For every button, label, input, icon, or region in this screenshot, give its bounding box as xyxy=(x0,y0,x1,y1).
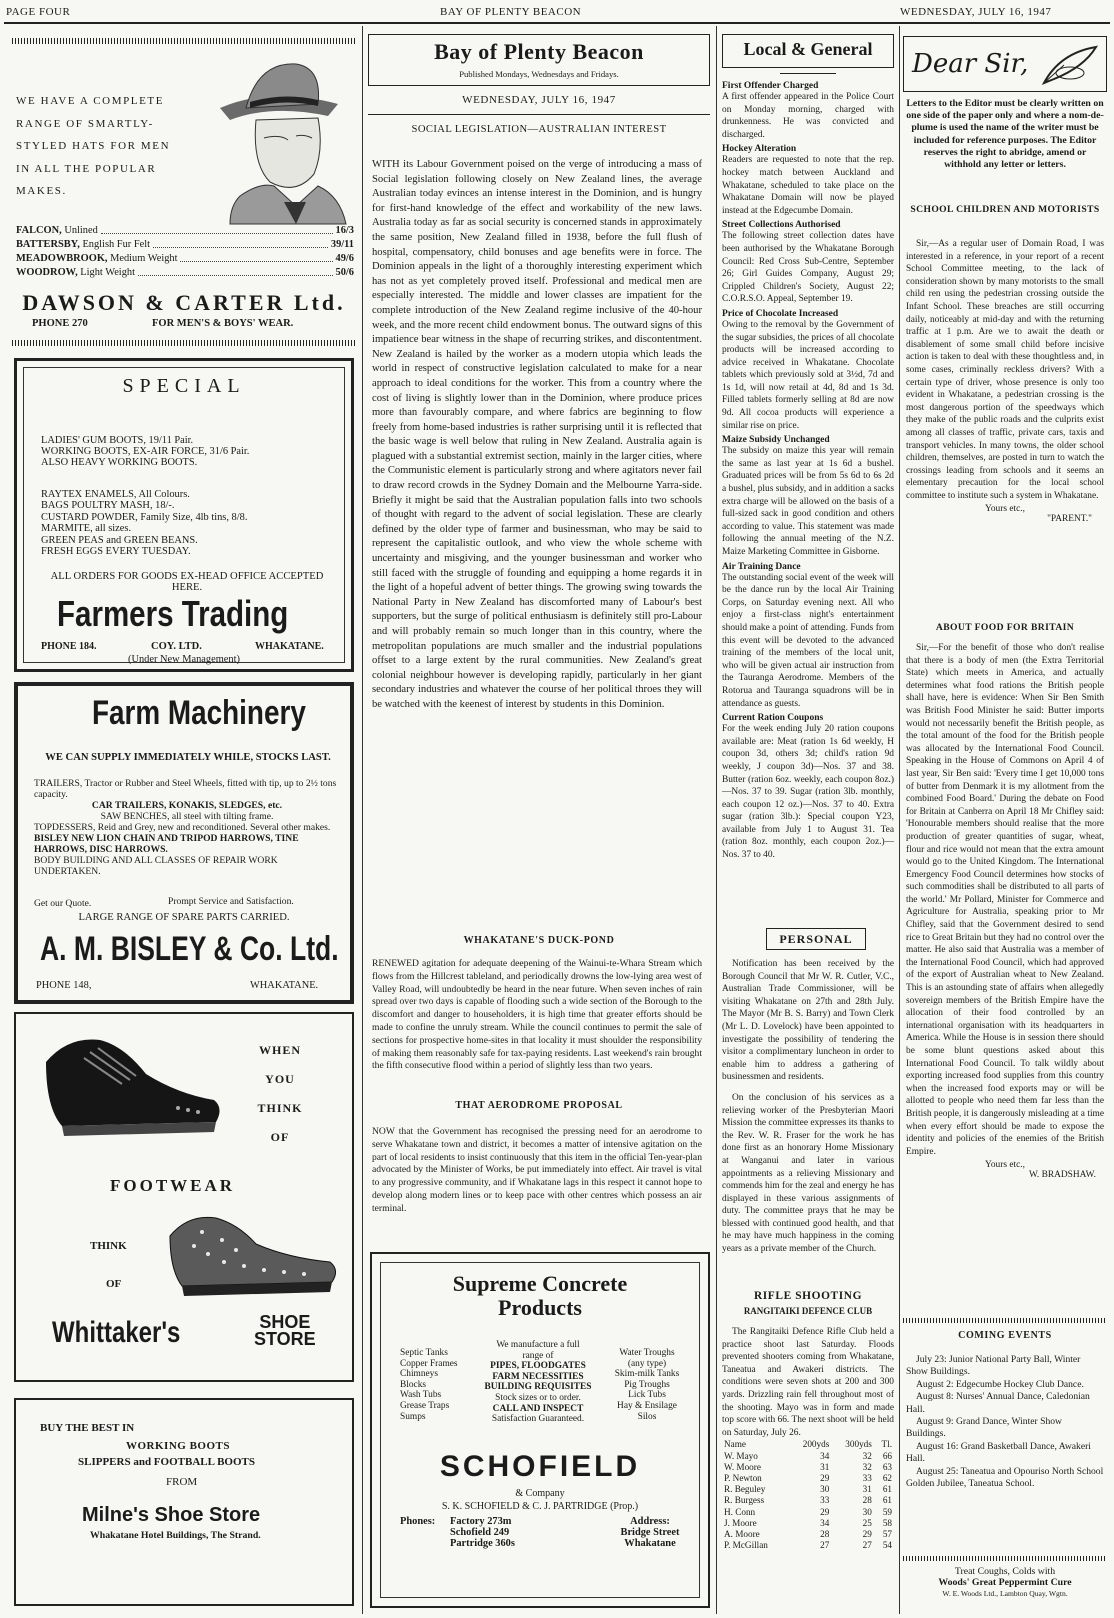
column-header: 300yds xyxy=(845,1439,872,1450)
table-row: R. Burgess 33 28 61 xyxy=(724,1495,892,1506)
event-item: August 8: Nurses' Annual Dance, Caledonian Hall. xyxy=(906,1391,1090,1415)
table-header-row xyxy=(722,1439,894,1450)
machinery-item: TOPDESSERS, Reid and Grey, new and reconditioned. Several other makes. xyxy=(34,822,331,833)
store-word: STORE xyxy=(254,1329,316,1349)
hat-price: 39/11 xyxy=(330,239,354,250)
column-rule xyxy=(899,26,900,1614)
aerodrome-headline: THAT AERODROME PROPOSAL xyxy=(455,1100,623,1111)
letter-headline: ABOUT FOOD FOR BRITAIN xyxy=(935,622,1075,633)
ad-line: PIPES, FLOODGATES xyxy=(490,1361,586,1372)
item-head: Street Collections Authorised xyxy=(722,220,841,231)
events-title: COMING EVENTS xyxy=(958,1330,1052,1341)
orders-note: ALL ORDERS FOR GOODS EX-HEAD OFFICE ACCEPTED HERE. xyxy=(50,571,324,593)
personal-paragraph: Notification has been received by the Borough Council that Mr W. R. Cutler, V.C., Australian Trade Commissioner, will be visiting Whakatane on 27th and 28th July. The Mayor (Mr B. S. Barry) and Town Clerk (Mr L. D. Lovelock) have been appointed to investigate the possibility of tendering the visitor a complimentary luncheon in order to enable him to address a gathering of businessmen and residents. xyxy=(722,959,894,1083)
hat-desc: Unlined xyxy=(64,225,98,236)
hatch-border xyxy=(903,1318,1107,1323)
town: WHAKATANE. xyxy=(255,641,324,652)
machinery-item: BODY BUILDING AND ALL CLASSES OF REPAIR WORK UNDERTAKEN. xyxy=(34,855,278,877)
address-label: Address: xyxy=(630,1516,670,1527)
ad-line: Woods' Great Peppermint Cure xyxy=(938,1577,1072,1588)
event-item: August 2: Edgecumbe Hockey Club Dance. xyxy=(916,1378,1084,1390)
bisley-ad xyxy=(14,682,354,1004)
ad-line: BUILDING REQUISITES xyxy=(484,1382,592,1393)
editorial-date: WEDNESDAY, JULY 16, 1947 xyxy=(462,94,616,106)
management: (Under New Management) xyxy=(128,654,240,665)
letters-notice: Letters to the Editor must be clearly written on one side of the paper only and where a nom-de-plume is used the name of the writer must be included for reference purposes. The Editor reserves the right to abridge, amend or withhold any letter or letters. xyxy=(906,98,1104,171)
ad-line: STYLED HATS FOR MEN xyxy=(16,140,171,152)
farmers-trading-ad xyxy=(14,358,354,672)
item-body: The following street collection dates have been authorised by the Whakatane Borough Council: Red Cross Sub-Centre, September 26; Girl Guides Company, August 29; Crippled Children's Society, August 22; C.O.R.S.O. Appeal, September 19. xyxy=(722,231,894,305)
event-item: July 23: Junior National Party Ball, Winter Show Buildings. xyxy=(906,1354,1081,1378)
ad-line: WORKING BOOTS xyxy=(126,1440,230,1452)
phones-label: Phones: xyxy=(400,1516,436,1527)
product: Grease Traps xyxy=(400,1400,450,1411)
company: & Company xyxy=(515,1488,565,1499)
table-row: W. Mayo 34 32 66 xyxy=(724,1450,892,1461)
issue-date: WEDNESDAY, JULY 16, 1947 xyxy=(900,6,1052,18)
item-head: Air Training Dance xyxy=(722,561,801,572)
ad-line: ALSO HEAVY WORKING BOOTS. xyxy=(41,457,198,468)
address-line: Whakatane xyxy=(624,1538,676,1550)
item-body: The outstanding social event of the week will be the dance run by the local Air Training Corps, on Saturday evening next. All who enjoy a first-class night's entertainment should make a point of attending. Funds from this event will be devoted to the advanced training of the members of the local unit, who will be given actual air instruction from the Tauranga Aerodrome. Members of the Rotorua and Tauranga squadrons will be in attendance as guests. xyxy=(722,572,894,709)
hatch-border xyxy=(12,340,356,346)
item-head: Current Ration Coupons xyxy=(722,713,824,724)
machinery-item: CAR TRAILERS, KONAKIS, SLEDGES, etc. xyxy=(91,800,283,811)
section-title: Local & General xyxy=(743,39,873,59)
ad-line: BUY THE BEST IN xyxy=(40,1422,135,1434)
ad-line: GREEN PEAS and GREEN BEANS. xyxy=(41,534,198,546)
machinery-item: TRAILERS, Tractor or Rubber and Steel Wheels, fitted with tip, up to 2½ tons capacity. xyxy=(34,778,337,800)
coy: COY. LTD. xyxy=(151,641,202,652)
ad-line: BAGS POULTRY MASH, 18/-. xyxy=(41,500,175,512)
ad-word: OF xyxy=(270,1130,290,1144)
machinery-item: SAW BENCHES, all steel with tilting frame. xyxy=(100,811,274,822)
firm-name: DAWSON & CARTER Ltd. xyxy=(22,290,346,315)
duckpond-headline: WHAKATANE'S DUCK-POND xyxy=(463,935,615,946)
letter-body: Sir,—As a regular user of Domain Road, I was interested in a reference, in your report of a recent School Committee meeting, to the lack of consideration shown by many motorists to the small child ren using the pedestrian crossing outside the Infant School. These breaches are still occurring daily, noticeably at mid-day and with the returning traffic at 1 p.m. Are we to await the death or disablement of some small child before incisive action is taken to deal with these thoughtless and, in some cases, criminally reckless drivers? With a certain type of driver, whose presence is only too evident in Whakatane, a pedestrian crossing is the most dangerous portion of the speedways which they make of the public roads and the culprits exist among all classes of traffic, private cars, taxis and transport vehicles. In many towns, the older school children, themselves, are posted in turn to watch the crossings leading from schools and it seems an elementary precaution for the local school committee to institute such a system in Whakatane. xyxy=(906,239,1104,501)
rifle-subtitle: RANGITAIKI DEFENCE CLUB xyxy=(743,1306,873,1316)
letter-food-britain xyxy=(906,642,1104,1300)
town: WHAKATANE. xyxy=(250,980,319,991)
machinery-item: BISLEY NEW LION CHAIN AND TRIPOD HARROWS, TINE HARROWS, DISC HARROWS. xyxy=(34,833,299,855)
column-rule xyxy=(716,26,717,1614)
ad-line: FROM xyxy=(166,1476,198,1488)
ornament-rule xyxy=(780,73,836,74)
hat-desc: Medium Weight xyxy=(110,253,178,264)
phone-number: Schofield 249 xyxy=(450,1527,510,1539)
product: Copper Frames xyxy=(400,1358,458,1369)
product: Wash Tubs xyxy=(400,1390,442,1401)
section-title: PERSONAL xyxy=(779,932,853,946)
ad-title: Supreme Concrete xyxy=(452,1271,628,1296)
letter-body: Sir,—For the benefit of those who don't realise that there is a body of men (the Extra Territorial State) which meets in America, and actually determines what food rations the British people shall have, here is evidence: When Sir Ben Smith was British Food Minister he said: Butter imports would not necessarily benefit the British people, as the total amount of the food for the British people was allocated by the International Food Council. Speaking in the House of Commons on April 4 of last year, Sir Ben said: 'Every time I get 10,000 tons of butter from Denmark it is my allotment from the combined Food Board.' During the debate on Food for Britain at Canberra on April 18 Mr Chifley said: 'Honourable members should realise that the more production of greater quantities of sugar, wheat, flour and rice would not mean that the extra amount would go to the United Kingdom. The International Emergency Food Council determines how stocks of such commodities shall be distributed to all parts of the world.' Mr Pollard, Minister for Commerce and Agriculture for Australia, speaking prior to Mr Chifley, said that the Government desired to send rice to Great Britain but they had no control over the matter. He also said that Australia was a member of the International Food Council, which had approved of the export of Australian wheat to New Zealand. This is an astounding state of affairs when allegedly sovereign members of the British Empire have the allocation of their food controlled by an international organisation with its headquarters in America. While the House is in session there should be some blunt questions asked about this International Food Council. To talk wildly about exporting increased food supplies from this country when the increased food exports may or will be allotted to people who need them far less than the British people, it is dangerously misleading at a time when every effort should be made to expose the identity and policies of the enemies of the British Empire. xyxy=(906,643,1104,1157)
column-rule xyxy=(362,26,363,1614)
phone: PHONE 148, xyxy=(36,980,92,991)
schofield-ad xyxy=(370,1252,710,1608)
product: Skim-milk Tanks xyxy=(614,1369,680,1380)
dear-sir-banner xyxy=(903,36,1107,92)
masthead-title: Bay of Plenty Beacon xyxy=(434,39,644,64)
address-line: Bridge Street xyxy=(620,1527,680,1539)
ad-line: WE HAVE A COMPLETE xyxy=(16,95,165,107)
publication-days: Published Mondays, Wednesdays and Fridays. xyxy=(459,69,619,79)
product: Lick Tubs xyxy=(628,1390,666,1401)
ad-word: THINK xyxy=(90,1240,127,1252)
hat-desc: Light Weight xyxy=(80,267,135,278)
bisley-name: A. M. BISLEY & Co. Ltd. xyxy=(40,930,339,968)
ad-line: IN ALL THE POPULAR xyxy=(16,162,157,175)
milne-ad xyxy=(14,1398,354,1606)
ad-line: Stock sizes or to order. xyxy=(495,1392,581,1403)
shoe-illustration xyxy=(164,1206,340,1298)
ad-word: WHEN xyxy=(258,1043,301,1057)
ad-word: OF xyxy=(106,1278,122,1290)
aerodrome-body: NOW that the Government has recognised the pressing need for an aerodrome to serve Whakatane town and district, it becomes a matter of intensive agitation on the part of local residents to insist continuously that this item in the official Ten-year-plan advocated by the Minister of Works, be put immediately into effect. Air travel is vital to any progressive community, and if Whakatane lags in this respect it cannot hope to develop along modern lines or to keep pace with other centres which possess an air terminal. xyxy=(372,1126,702,1214)
footwear-heading: FOOTWEAR xyxy=(110,1176,236,1195)
column-header: Name xyxy=(724,1439,746,1450)
hatch-border xyxy=(903,1556,1107,1561)
table-row: J. Moore 34 25 58 xyxy=(724,1517,892,1528)
product: (any type) xyxy=(627,1358,667,1369)
quote: Get our Quote. xyxy=(34,898,92,909)
product: Silos xyxy=(637,1411,657,1422)
table-row: R. Beguley 30 31 61 xyxy=(724,1484,892,1495)
ad-line: RAYTEX ENAMELS, All Colours. xyxy=(41,489,190,500)
rifle-results-table xyxy=(722,1439,894,1551)
product: Hay & Ensilage xyxy=(617,1400,677,1411)
ad-title: Farm Machinery xyxy=(92,694,306,732)
hat-name: WOODROW, xyxy=(16,267,78,278)
letter-signature: W. BRADSHAW. xyxy=(1028,1170,1096,1181)
hat-desc: English Fur Felt xyxy=(82,239,150,250)
rifle-body: The Rangitaiki Defence Rifle Club held a practice shoot last Saturday. Floods prevented shooters coming from Whakatane, Taneatua and Awakeri districts. The conditions were seven shots at 200 and 300 yards. Drizzling rain fell throughout most of the shooting. Mayo was in form and made top score with 66. The next shoot will be held on Saturday, July 26. xyxy=(722,1327,894,1438)
milne-name: Milne's Shoe Store xyxy=(82,1504,261,1526)
hat-price: 50/6 xyxy=(335,267,354,278)
phone-number: Partridge 360s xyxy=(450,1538,515,1550)
ad-line: RANGE OF SMARTLY- xyxy=(16,117,154,130)
event-item: August 25: Taneatua and Opouriso North School Golden Jubilee, Taneatua School. xyxy=(906,1465,1104,1490)
schofield-name: SCHOFIELD xyxy=(439,1450,641,1483)
letter-signoff: Yours etc., xyxy=(985,504,1025,515)
letter-signature: "PARENT." xyxy=(1047,514,1092,525)
events-list xyxy=(906,1354,1104,1534)
local-general-banner xyxy=(722,34,894,68)
hatch-border xyxy=(12,38,356,44)
header-rule xyxy=(4,22,1110,24)
tagline: FOR MEN'S & BOYS' WEAR. xyxy=(152,318,294,329)
rifle-title: RIFLE SHOOTING xyxy=(753,1290,863,1302)
phone: PHONE 184. xyxy=(41,641,97,652)
rule xyxy=(368,114,710,115)
ad-line: MARMITE, all sizes. xyxy=(41,523,132,535)
masthead xyxy=(368,34,710,86)
duckpond-body: RENEWED agitation for adequate deepening of the Wainui-te-Whara Stream which flows from the Hillcrest tableland, and periodically drowns the low-lying area west of Valley Road, will undoubtedly be heard in the near future. When seven inches of rain spread over two days is capable of flooding such a wide section of the Borough to the discomfort and danger to householders, it is high time that greater efforts should be made to confine the unruly stream. While the council continues to permit the sale of sections for prospective home-sites in that locality it must shoulder the responsibility of making them reasonably safe for tax-paying residents. Last weekend's rain brought the fifth consecutive flood within a period of slightly less than two years. xyxy=(372,958,702,1072)
event-item: August 16: Grand Basketball Dance, Awakeri Hall. xyxy=(906,1440,1091,1465)
column-header: 200yds xyxy=(802,1439,830,1450)
ad-word: YOU xyxy=(265,1072,295,1086)
editorial-body: WITH its Labour Government poised on the verge of introducing a mass of Social legislation following closely on New Zealand lines, the average Australian today evinces an intense interest in the Dominion, and is hungry for first-hand knowledge of the effect and workability of the new laws. Australia today as far as social security is concerned stands in approximately the same position, New Zealand filled in 1938, before the full flush of hospital, compensatory, child bonuses and age benefits were in force. The Dominion appeals in the light of a thoroughly interesting experiment which has not as yet completely proved itself. Professional and medical men are especially interested. The middle and lower classes are impatient for the complete introduction of the New Zealand regime inclusive of the 40-hour week, and the more recent child endowment bonus. The outward signs of this impatience bear witness in the shape of recurring strikes, and discontentment. New Zealand is hailed by the worker as a modern utopia which leads the world in respect of constructive legislation calculated to make for a near approach to ideal conditions for the worker. This from a country where the cost of living is slightly lower than in the Dominion, where produce prices more than favourably compare, and where fabrics are beginning to flow freely from home-based industries is rather surprising until it is reflected that the basic wage is well below that ruling in New Zealand. Australia again is plagued with a substantial extremist section, mainly in the larger cities, where the Communistic element is particularly strong and where agitators never fail to draw record crowds in the Sydney Domain and the Melbourne Yarra-side. Briefly it might be said that the Australian population falls into two schools of thought with regard to the advent of social legislation. These are clearly defined by the older type of farmer and businessman, who may be said to represent the capitalistic outlook, and who view the whole scheme with uncertainty and misgiving, and the younger businessman and worker who still faced with the struggle of founding and equipping a home regards it in the light of a hopeful advent of better things. The growing swing towards the National Party in New Zealand has discomforted many of Labour's best supporters, but the surge of political enthusiasm is definitely still pro-Labour and will probably remain so much longer than in this country, where the metropolitan populations are much smaller and the industrial populations offset to a large extent by the rural communities. New Zealand's great colonial neighbour however is developing rapidly, particularly in her giant secondary industries and whatever the course of her political throes they will be watched with the keenest of interest by students in this Dominion. xyxy=(372,159,702,710)
proprietors: S. K. SCHOFIELD & C. J. PARTRIDGE (Prop.) xyxy=(441,1501,639,1512)
dear-sir-script: Dear Sir, xyxy=(912,49,1029,79)
letter-signoff: Yours etc., xyxy=(985,1160,1025,1171)
woods-ad xyxy=(906,1566,1104,1599)
hat-name: BATTERSBY, xyxy=(16,239,80,250)
store-word: SHOE xyxy=(259,1312,311,1332)
ad-line: SLIPPERS and FOOTBALL BOOTS xyxy=(78,1456,255,1468)
hat-price: 49/6 xyxy=(335,253,354,264)
ad-title: Products xyxy=(498,1295,582,1320)
table-row: W. Moore 31 32 63 xyxy=(724,1461,892,1472)
address: Whakatane Hotel Buildings, The Strand. xyxy=(90,1530,261,1541)
table-row: A. Moore 28 29 57 xyxy=(724,1528,892,1539)
hat-name: FALCON, xyxy=(16,225,62,236)
farmers-name: Farmers Trading xyxy=(57,593,289,634)
paper-name: BAY OF PLENTY BEACON xyxy=(440,6,582,18)
personal-paragraph: On the conclusion of his services as a relieving worker of the Presbyterian Maori Mission the committee expresses its thanks to the Rev. W. R. Fraser for the work he has done first as an honorary Home Missionary at Wanganui and later in various appointments as a relieving Missionary and commends him for the zeal and energy he has displayed in these various assignments of duty. The committee prays that he may be blessed with continued good health, and that he may have much happiness in the coming years as a private member of the Church. xyxy=(722,1092,894,1255)
item-head: Price of Chocolate Increased xyxy=(722,308,839,319)
spares: LARGE RANGE OF SPARE PARTS CARRIED. xyxy=(78,912,290,923)
item-body: Readers are requested to note that the rep. hockey match between Auckland and Whakatane, scheduled to take place on the Whakatane Domain will now be played instead at the Edgecumbe Domain. xyxy=(722,155,894,216)
product: Water Troughs xyxy=(619,1348,675,1358)
table-row: P. Newton 29 33 62 xyxy=(724,1472,892,1483)
column-header: Tl. xyxy=(881,1439,892,1450)
local-general-items xyxy=(722,78,894,918)
ad-line: W. E. Woods Ltd., Lambton Quay, Wgtn. xyxy=(942,1589,1068,1598)
editorial-headline: SOCIAL LEGISLATION—AUSTRALIAN INTEREST xyxy=(411,124,667,135)
whittaker-name: Whittaker's xyxy=(52,1316,181,1349)
ad-line: We manufacture a full xyxy=(496,1340,580,1350)
ad-title: SPECIAL xyxy=(122,375,246,397)
man-in-hat-illustration xyxy=(200,46,350,226)
item-head: First Offender Charged xyxy=(722,81,819,91)
ad-line: FARM NECESSITIES xyxy=(492,1371,584,1382)
phone: PHONE 270 xyxy=(32,318,88,329)
ad-word: THINK xyxy=(257,1101,303,1115)
phone-number: Factory 273m xyxy=(450,1516,512,1527)
product: Chimneys xyxy=(400,1369,439,1380)
personal-column xyxy=(722,958,894,1280)
ad-line: LADIES' GUM BOOTS, 19/11 Pair. xyxy=(41,435,194,446)
ad-line: WORKING BOOTS, EX-AIR FORCE, 31/6 Pair. xyxy=(41,446,250,457)
item-head: Maize Subsidy Unchanged xyxy=(722,435,830,446)
ad-line: FRESH EGGS EVERY TUESDAY. xyxy=(41,546,191,558)
ad-line: Satisfaction Guaranteed. xyxy=(491,1414,585,1425)
personal-banner xyxy=(766,928,866,950)
ad-line: CALL AND INSPECT xyxy=(492,1403,584,1414)
table-row: P. McGillan 27 27 54 xyxy=(724,1540,892,1551)
item-body: For the week ending July 20 ration coupons available are: Meat (ration 1s 6d weekly, H coupon 3d, others 3d; child's ration 9d weekly, J coupon 3d)—Nos. 37 and 38. Butter (ration 6oz. weekly, each coupon 8oz.)—Nos. 37 to 39. Sugar (ration 3lb. monthly, each coupon 12 oz.)—Nos. 37 to 40. Extra sugar (ration 3lb.): Special coupon Y23, available from July 1 to August 31. Tea (ration 8oz. monthly, each coupon 2oz.)—Nos. 37 to 40. xyxy=(722,724,894,861)
item-body: Owing to the removal by the Government of the sugar subsidies, the prices of all chocolate products will be increased according to advice received in Whakatane. Chocolate tablets which previously sold at 3½d, 7d and 1s 1d, will now retail at 4d, 8d and 1s 3d. Filled tablets formerly selling at 8d are now 9d. All cocoa products will experience a similar rise on price. xyxy=(722,319,894,431)
product: Sumps xyxy=(400,1411,426,1422)
item-head: Hockey Alteration xyxy=(722,144,797,155)
letter-headline: SCHOOL CHILDREN AND MOTORISTS xyxy=(910,204,1100,215)
item-body: A first offender appeared in the Police Court on Monday morning, charged with drunkenness. He was convicted and discharged. xyxy=(722,92,894,140)
hat-name: MEADOWBROOK, xyxy=(16,253,108,264)
ad-line: CUSTARD POWDER, Family Size, 4lb tins, 8/8. xyxy=(41,511,248,523)
product: Septic Tanks xyxy=(400,1348,448,1358)
rifle-column xyxy=(722,1326,894,1608)
quill-pen-icon xyxy=(1040,43,1100,87)
shoe-illustration xyxy=(38,1022,228,1142)
whittaker-ad xyxy=(14,1012,354,1382)
item-body: The subsidy on maize this year will remain the same as last year at 1s 6d a bushel. Graduated prices will be from 5s 6d to 6s 2d a bushel, plus subsidy, and in addition a sacks extra charge will be allowed on the basis of a full-sized sack in good condition and others according to value. This statement was made following the annual meeting of the N.Z. Maize Marketing Committee in Gisborne. xyxy=(722,446,894,557)
hat-price: 16/3 xyxy=(335,225,354,236)
dawson-carter-ad xyxy=(12,38,356,350)
supply-note: WE CAN SUPPLY IMMEDIATELY WHILE, STOCKS LAST. xyxy=(45,752,331,763)
letter-school-children xyxy=(906,238,1104,582)
service: Prompt Service and Satisfaction. xyxy=(168,896,294,907)
event-item: August 9: Grand Dance, Winter Show Buildings. xyxy=(906,1416,1062,1440)
ad-line: range of xyxy=(522,1350,554,1361)
ad-line: Treat Coughs, Colds with xyxy=(954,1566,1056,1577)
table-row: H. Conn 29 30 59 xyxy=(724,1506,892,1517)
page-number: PAGE FOUR xyxy=(6,6,71,18)
product: Pig Troughs xyxy=(624,1379,670,1390)
ad-line: MAKES. xyxy=(16,185,67,197)
product: Blocks xyxy=(400,1379,427,1390)
